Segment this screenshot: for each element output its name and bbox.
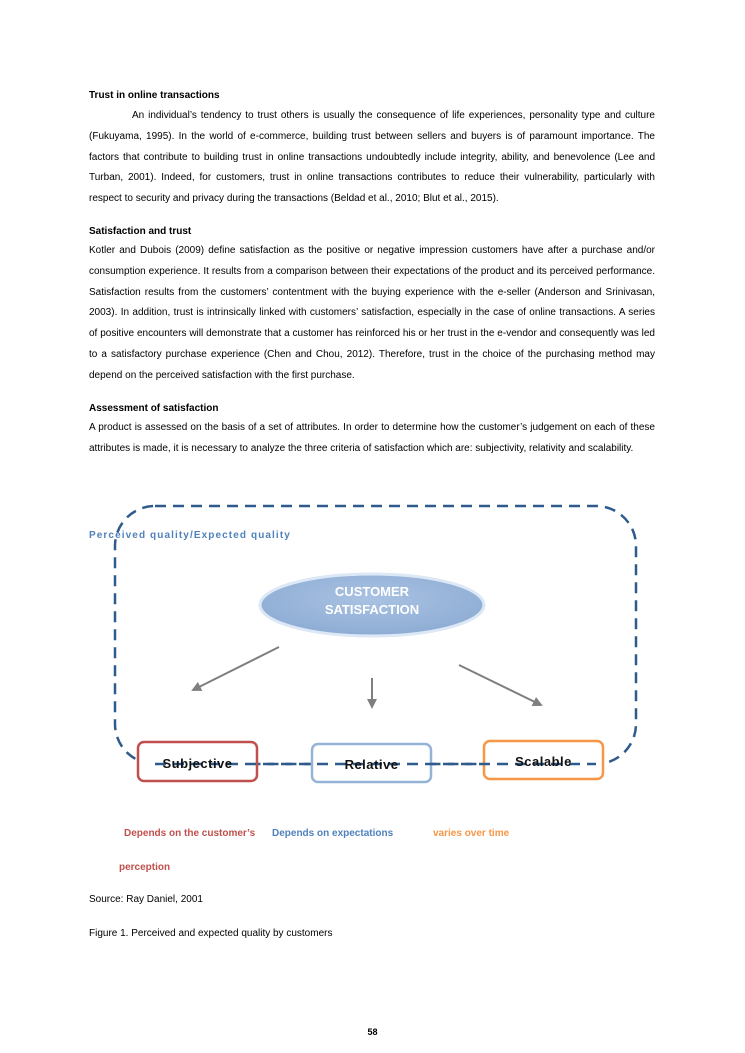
figure-source: Source: Ray Daniel, 2001 xyxy=(89,894,203,905)
arrow-to-scalable xyxy=(459,665,541,705)
figure-caption: Figure 1. Perceived and expected quality by customers xyxy=(89,928,333,939)
arrow-to-subjective xyxy=(193,647,279,690)
section-heading-satisfaction: Satisfaction and trust xyxy=(89,226,192,237)
center-line-2: SATISFACTION xyxy=(324,602,420,617)
page-number: 58 xyxy=(367,1027,378,1037)
desc-subjective-cont: perception xyxy=(119,862,171,873)
customer-satisfaction-label xyxy=(262,583,482,619)
subjective-label: Subjective xyxy=(162,756,233,771)
section-heading-assessment: Assessment of satisfaction xyxy=(89,403,219,414)
paragraph-trust: An individual’s tendency to trust others is usually the consequence of life experiences, personality type and culture (Fukuyama, 1995). In the world of e-commerce, building trust between sellers and buyers is of paramount importance. The factors that contribute to building trust in online transactions undoubtedly include integrity, ability, and benevolence (Lee and Turban, 2001). Indeed, for customers, trust in online transactions contributes to reduce their vulnerability, particularly with respect to security and privacy during the transactions (Beldad et al., 2010; Blut et al., 2015). xyxy=(89,110,655,205)
desc-subjective: Depends on the customer’s xyxy=(124,828,256,839)
scalable-label: Scalable xyxy=(515,754,572,769)
relative-label: Relative xyxy=(344,757,399,772)
center-line-1: CUSTOMER xyxy=(334,584,410,599)
desc-relative: Depends on expectations xyxy=(272,828,394,839)
paragraph-assessment: A product is assessed on the basis of a set of attributes. In order to determine how the customer’s judgement on each of these attributes is made, it is necessary to analyze the three criteria of satisfaction which are: subjectivity, relativity and scalability. xyxy=(89,422,655,454)
paragraph-satisfaction: Kotler and Dubois (2009) define satisfaction as the positive or negative impression customers have after a purchase and/or consumption experience. It results from a comparison between their expectations of the product and its perceived performance. Satisfaction results from the customers’ contentment with the buying experience with the e-seller (Anderson and Srinivasan, 2003). In addition, trust is intrinsically linked with customers’ satisfaction, especially in the case of online transactions. A series of positive encounters will demonstrate that a customer has reinforced his or her trust in the e-vendor and consequently was led to a satisfactory purchase experience (Chen and Chou, 2012). Therefore, trust in the choice of the purchasing method may depend on the perceived satisfaction with the first purchase. xyxy=(89,245,655,381)
frame-label: Perceived quality/Expected quality xyxy=(89,530,291,541)
desc-scalable: varies over time xyxy=(433,828,510,839)
section-heading-trust: Trust in online transactions xyxy=(89,90,220,101)
